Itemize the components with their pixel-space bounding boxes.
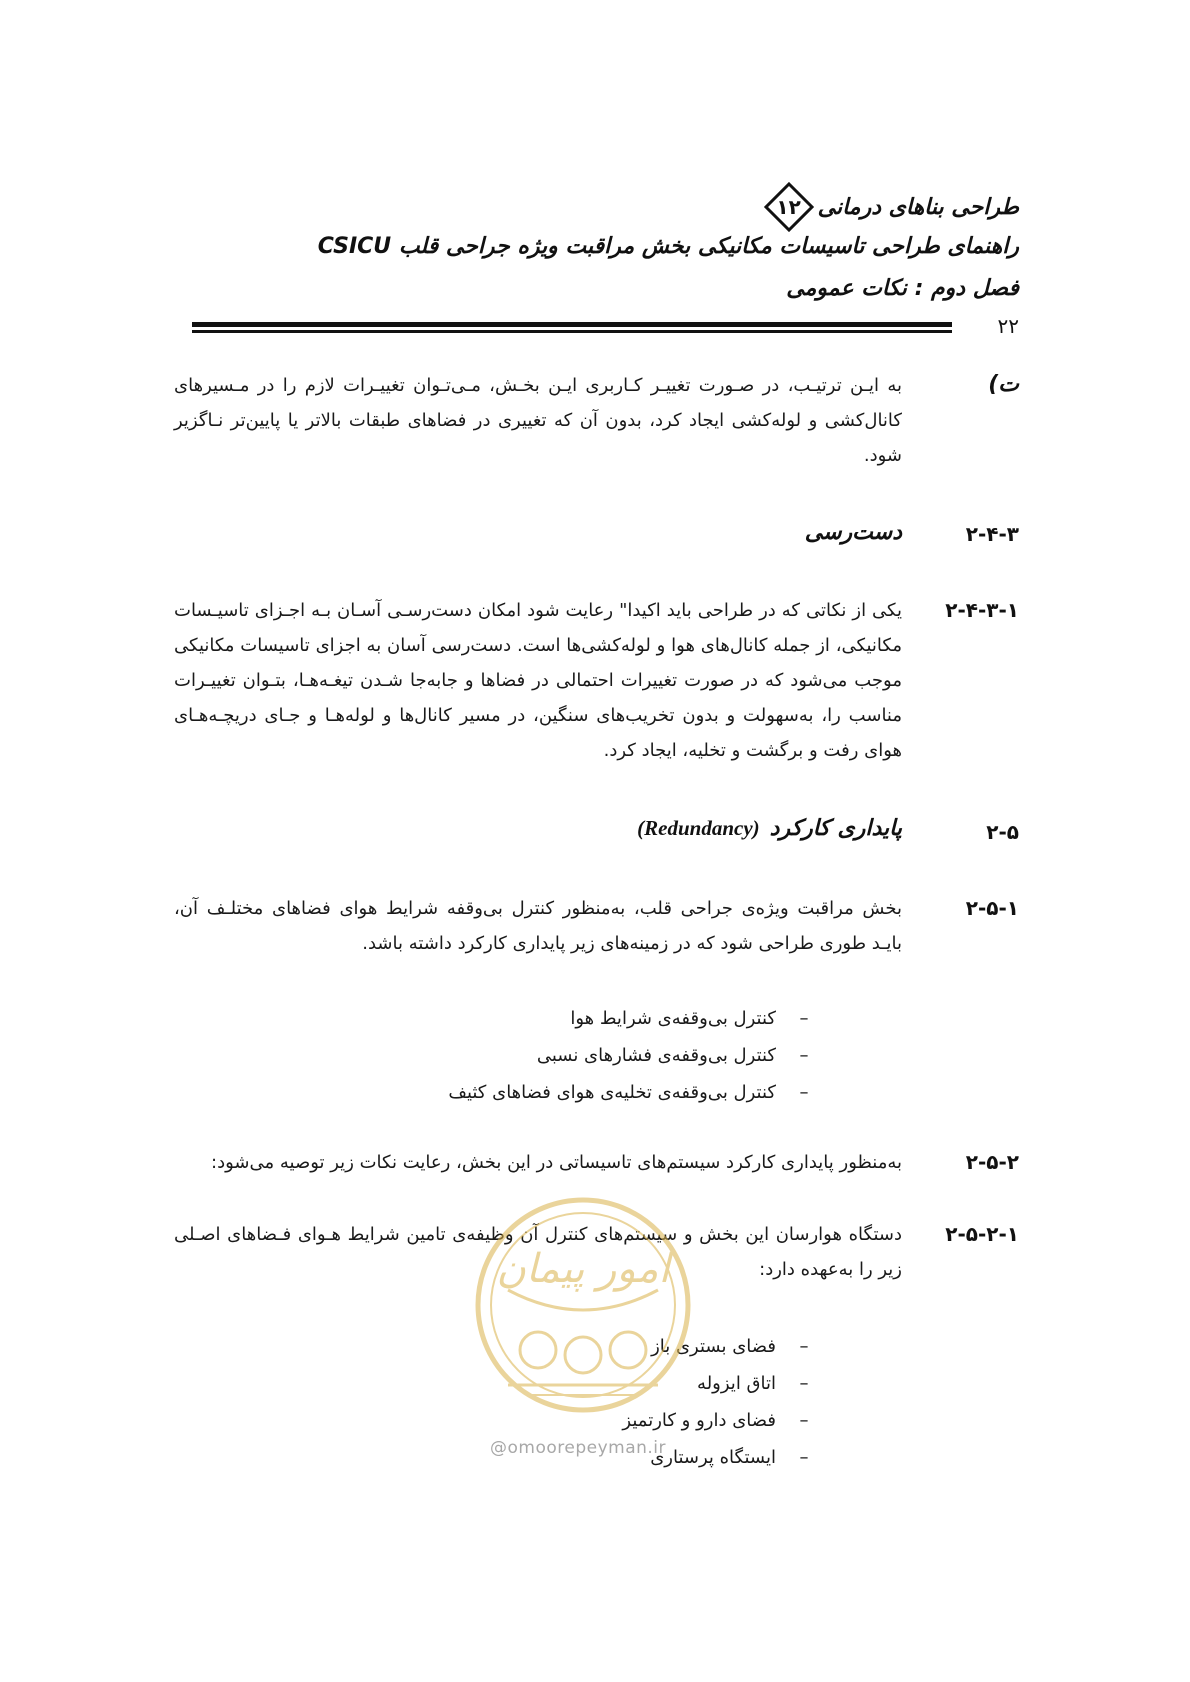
section-2-5-1-bullet-list (448, 1000, 812, 1111)
section-2-4-3-1-number: ۲-۴-۳-۱ (945, 598, 1019, 622)
section-2-5-title (637, 816, 902, 841)
chapter-title: فصل دوم : نکات عمومی (786, 276, 1019, 301)
section-2-5-2-1-number: ۲-۵-۲-۱ (945, 1222, 1019, 1246)
section-2-4-3-number: ۲-۴-۳ (965, 522, 1019, 546)
section-2-4-3-1-paragraph: یکی از نکاتی که در طراحی باید اکیدا" رعایت شود امکان دست‌رسـی آسـان بـه اجـزای تاسیـسات مکانیکی، از جمله کانال‌های هوا و لوله‌کشی‌ها است. دست‌رسی آسان به اجزای تاسیسات مکانیکی موجب می‌شود که در صورت تغییرات احتمالی در فضاها و جابه‌جا شـدن تیغـه‌هـا، بتـوان تغییـرات مناسب را، به‌سهولت و بدون تخریب‌های سنگین، در مسیر کانال‌ها و لوله‌هـا و جـای دریچـه‌هـای هوای رفت و برگشت و تخلیه، ایجاد کرد. (174, 600, 902, 761)
header-rule-thick (192, 322, 952, 327)
item-t-label: ت) (988, 372, 1019, 397)
list-item: – ایستگاه پرستاری (650, 1447, 809, 1468)
section-2-5-2-number: ۲-۵-۲ (965, 1150, 1019, 1174)
section-2-5-2-paragraph: به‌منظور پایداری کارکرد سیستم‌های تاسیساتی در این بخش، رعایت نکات زیر توصیه می‌شود: (211, 1152, 902, 1173)
list-item: – کنترل بی‌وقفه‌ی فشارهای نسبی (536, 1045, 809, 1066)
section-2-5-2-1-paragraph: دستگاه هوارسان این بخش و سیستم‌های کنترل آن وظیفه‌ی تامین شرایط هـوای فـضاهای اصـلی زیر را به‌عهده دارد: (174, 1224, 902, 1280)
header-rule-thin (192, 330, 952, 333)
at-icon: @ (490, 1438, 508, 1458)
list-item: – اتاق ایزوله (697, 1373, 809, 1394)
list-item: – فضای دارو و کارتمیز (622, 1410, 809, 1431)
section-2-5-1-number: ۲-۵-۱ (965, 896, 1019, 920)
watermark-site: @omoorepeyman.ir (490, 1438, 667, 1458)
series-number: ۱۲ (776, 195, 801, 219)
section-2-5-title-fa: پایداری کارکرد (769, 816, 902, 841)
page-number: ۲۲ (997, 314, 1019, 338)
list-item: – فضای بستری باز (651, 1336, 809, 1357)
list-item: – کنترل بی‌وقفه‌ی تخلیه‌ی هوای فضاهای کثیف (448, 1082, 809, 1103)
watermark-logo-icon (468, 1190, 698, 1420)
guide-title: راهنمای طراحی تاسیسات مکانیکی بخش مراقبت ویژه جراحی قلب CSICU (317, 234, 1019, 259)
section-2-5-number: ۲-۵ (986, 820, 1019, 844)
section-2-5-1-paragraph: بخش مراقبت ویژه‌ی جراحی قلب، به‌منظور کنترل بی‌وقفه شرایط هوای فضاهای مختلـف آن، بایـد طوری طراحی شود که در زمینه‌های زیر پایداری کارکرد داشته باشد. (174, 898, 902, 954)
section-2-5-title-en: (Redundancy) (637, 816, 760, 840)
list-item: – کنترل بی‌وقفه‌ی شرایط هوا (570, 1008, 809, 1029)
series-title-text: طراحی بناهای درمانی (817, 194, 1019, 220)
series-number-badge (764, 182, 814, 232)
series-title (764, 182, 1019, 232)
item-t-paragraph: به ایـن ترتیـب، در صـورت تغییـر کـاربری ایـن بخـش، مـی‌تـوان تغییـرات لازم را در مـسیرهای کانال‌کشی و لوله‌کشی ایجاد کرد، بدون آن که تغییری در فضاهای طبقات بالاتر یا پایین‌تر نـاگزیر شود. (174, 375, 902, 466)
watermark-logo-text: امور پیمان (496, 1246, 670, 1292)
section-2-4-3-title: دست‌رسی (804, 520, 902, 545)
